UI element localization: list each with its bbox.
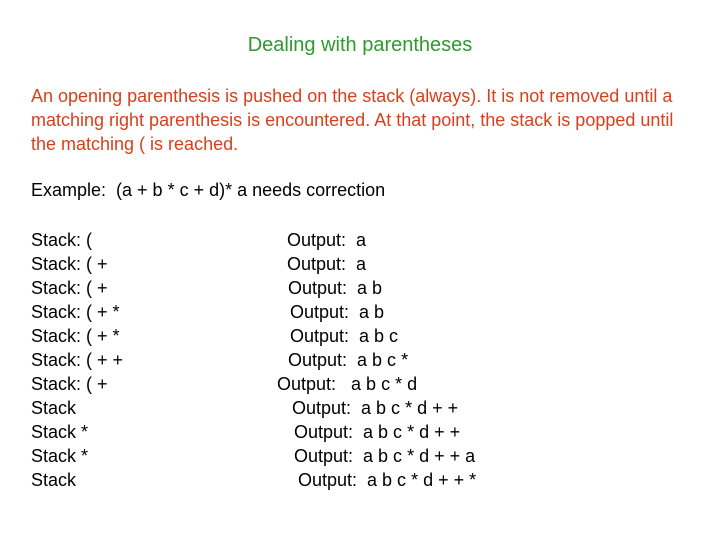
output-line: Output: a b c * d xyxy=(277,374,418,394)
output-line: Output: a b c * d + + a xyxy=(294,446,476,466)
output-line: Output: a b c * d + + xyxy=(294,422,461,442)
output-line: Output: a b c * d + + * xyxy=(298,470,477,490)
output-line: Output: a b c * xyxy=(288,350,409,370)
stack-line: Stack: ( + xyxy=(31,374,108,394)
output-line: Output: a b xyxy=(290,302,385,322)
stack-line: Stack xyxy=(31,470,77,490)
stack-line: Stack: ( + xyxy=(31,254,108,274)
output-line: Output: a b c * d + + xyxy=(292,398,459,418)
stack-line: Stack: ( xyxy=(31,230,93,250)
intro-paragraph: An opening parenthesis is pushed on the stack (always). It is not removed until a matching right parenthesis is encountered. At that point, the stack is popped until the matching ( is reached. xyxy=(31,86,674,154)
output-line: Output: a b xyxy=(288,278,383,298)
slide-title: Dealing with parentheses xyxy=(247,34,473,56)
output-line: Output: a xyxy=(287,254,367,274)
stack-line: Stack: ( + * xyxy=(31,326,120,346)
output-line: Output: a b c xyxy=(290,326,399,346)
stack-line: Stack xyxy=(31,398,77,418)
output-column xyxy=(0,228,477,492)
stack-line: Stack * xyxy=(31,446,89,466)
stack-line: Stack: ( + xyxy=(31,278,108,298)
stack-line: Stack: ( + * xyxy=(31,302,120,322)
example-line: Example: (a + b * c + d)* a needs correction xyxy=(31,180,386,200)
stack-line: Stack * xyxy=(31,422,89,442)
output-line: Output: a xyxy=(287,230,367,250)
stack-line: Stack: ( + + xyxy=(31,350,124,370)
